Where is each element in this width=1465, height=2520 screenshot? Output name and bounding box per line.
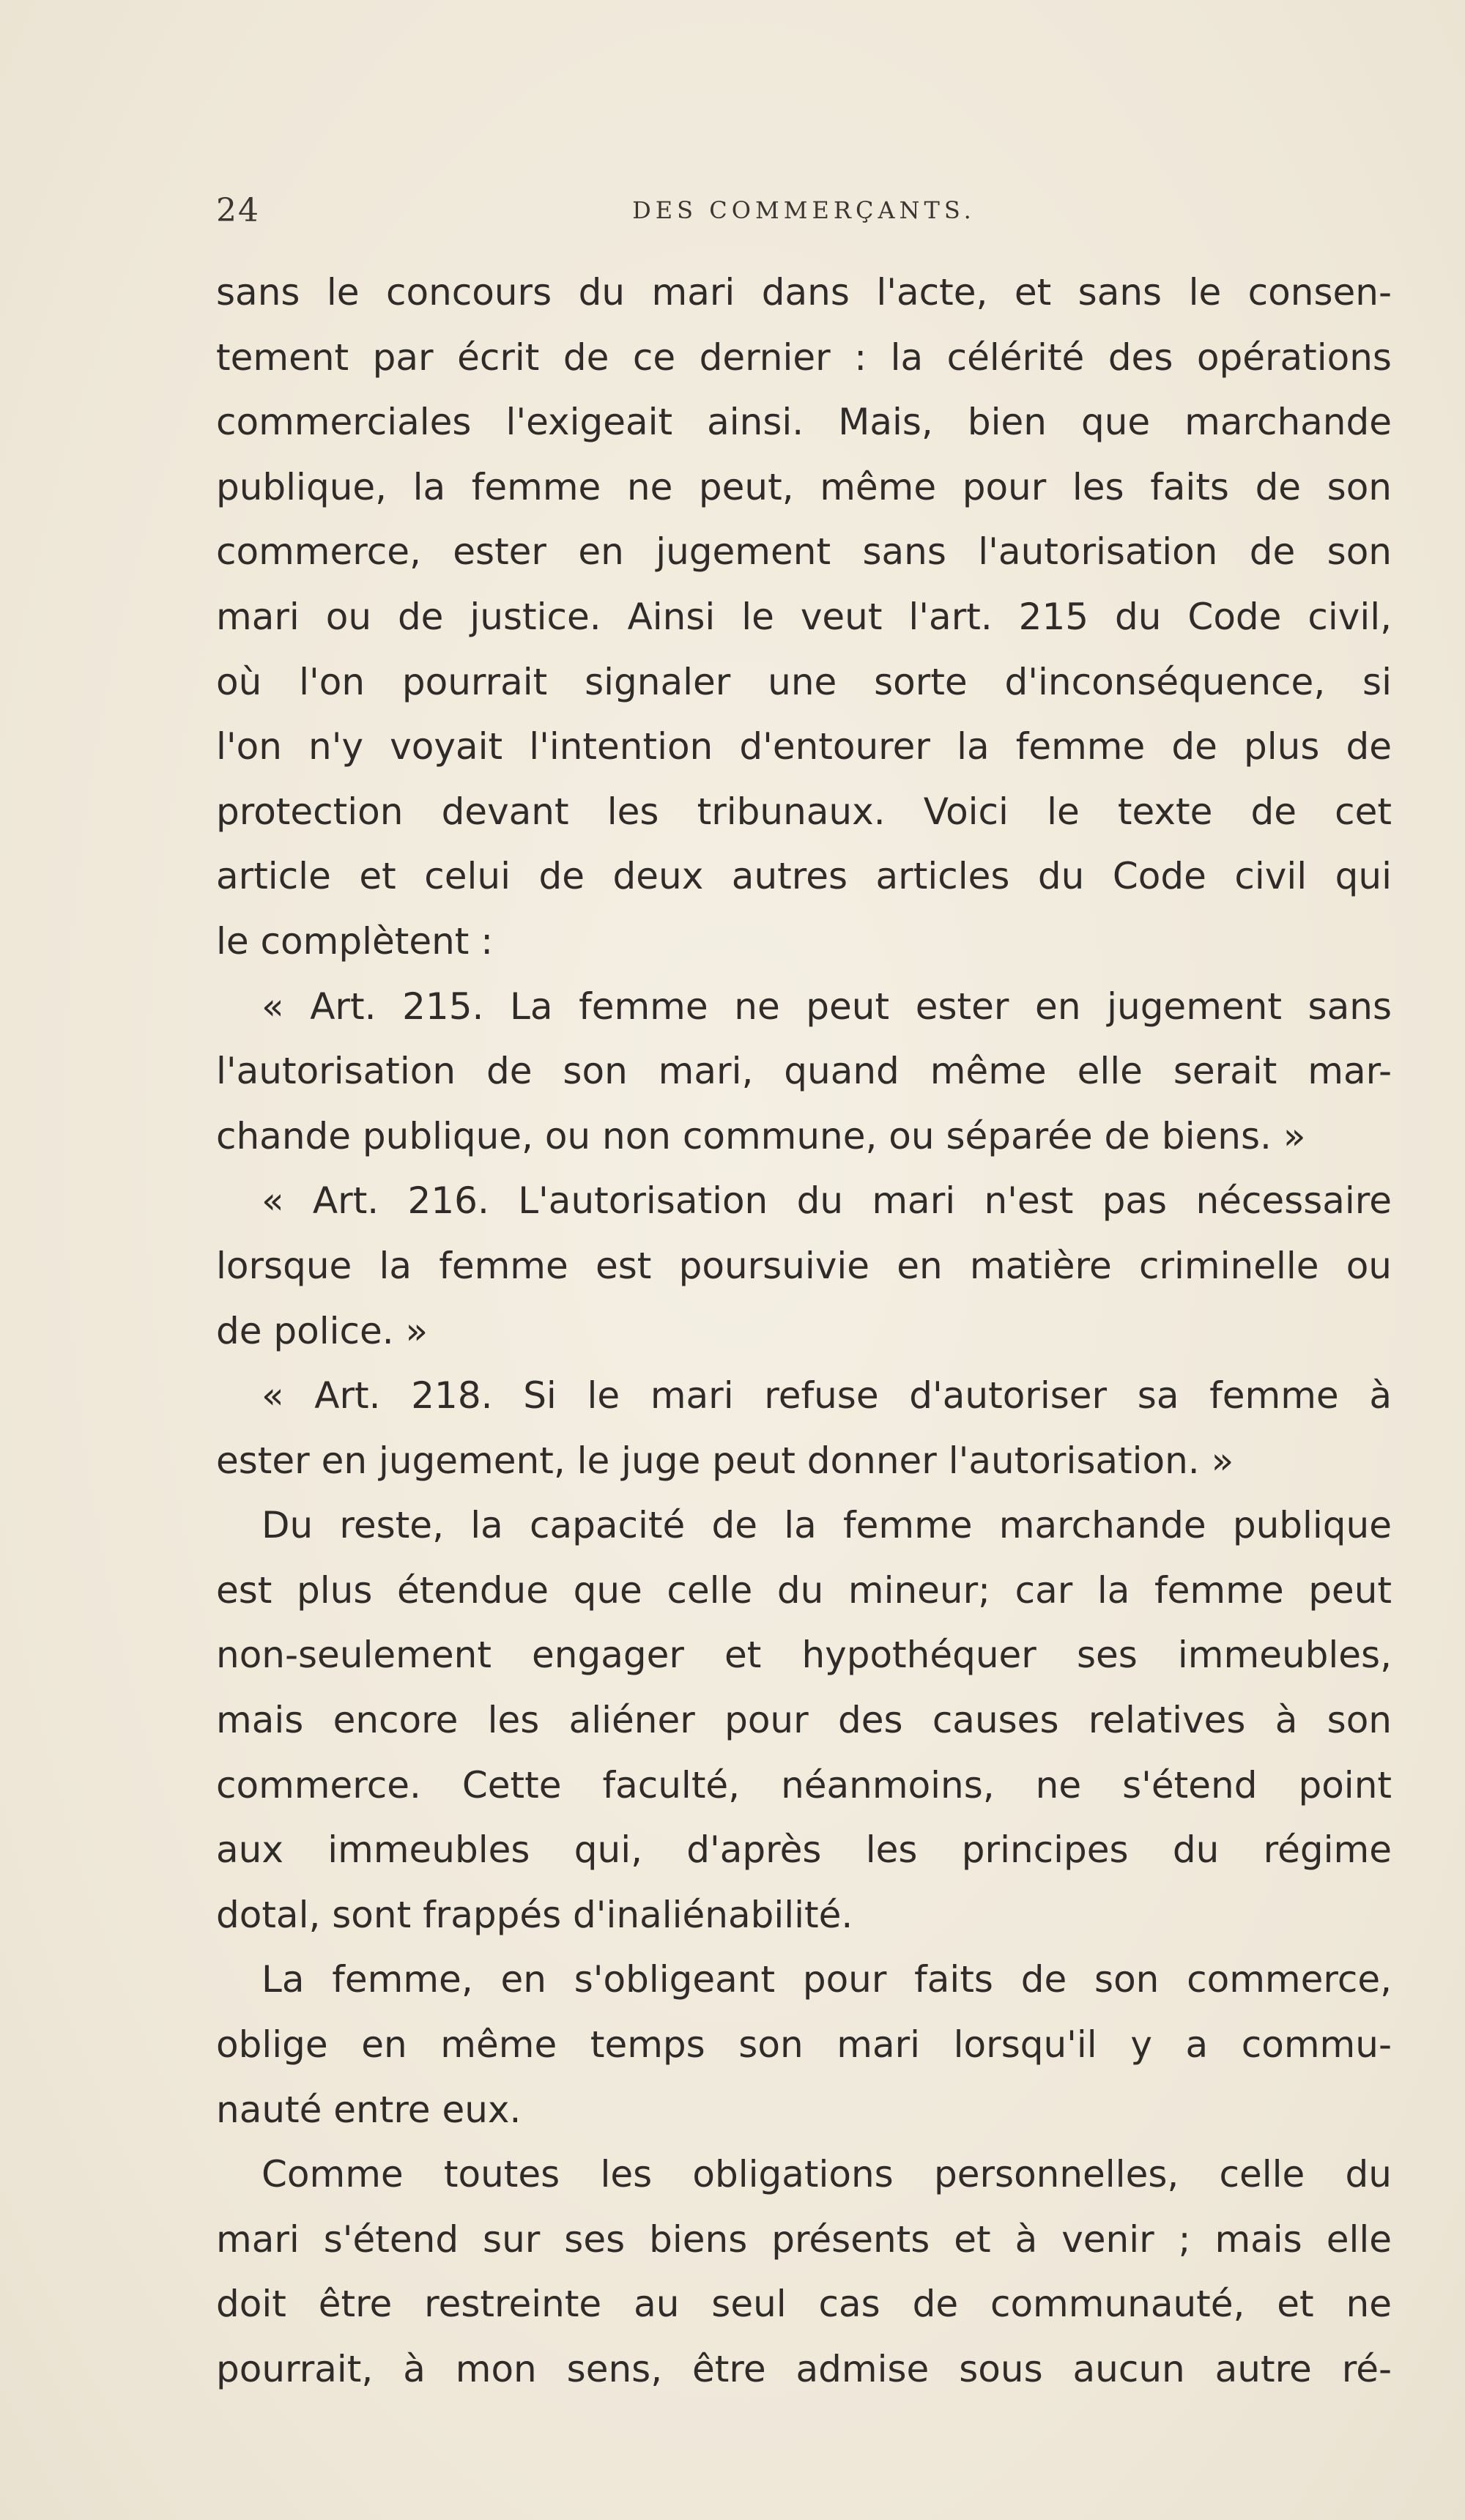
text-line: commerce, ester en jugement sans l'autorisation de son [216, 530, 1392, 574]
text-line: « Art. 218. Si le mari refuse d'autoriser sa femme à [262, 1374, 1392, 1418]
text-line: tement par écrit de ce dernier : la célérité des opérations [216, 336, 1392, 379]
text-line: mari s'étend sur ses biens présents et à venir ; mais elle [216, 2217, 1392, 2261]
text-line: le complètent : [216, 919, 494, 963]
text-line: pourrait, à mon sens, être admise sous aucun autre ré- [216, 2348, 1392, 2390]
text-line: nauté entre eux. [216, 2088, 522, 2131]
text-line: lorsque la femme est poursuivie en matière criminelle ou [216, 1244, 1392, 1287]
text-line: article et celui de deux autres articles du Code civil qui [216, 855, 1392, 898]
running-head [216, 192, 1392, 236]
text-line: mari ou de justice. Ainsi le veut l'art. 215 du Code civil, [216, 595, 1392, 638]
text-line: mais encore les aliéner pour des causes relatives à son [216, 1699, 1392, 1742]
text-line: protection devant les tribunaux. Voici le texte de cet [216, 790, 1392, 833]
text-line: La femme, en s'obligeant pour faits de son commerce, [262, 1958, 1392, 2001]
text-line: commerciales l'exigeait ainsi. Mais, bien que marchande [216, 401, 1392, 444]
text-line: Comme toutes les obligations personnelles, celle du [262, 2153, 1392, 2196]
text-line: est plus étendue que celle du mineur; car la femme peut [216, 1568, 1392, 1612]
text-line: où l'on pourrait signaler une sorte d'inconséquence, si [216, 660, 1392, 703]
text-line: « Art. 216. L'autorisation du mari n'est pas nécessaire [262, 1179, 1392, 1223]
text-line: « Art. 215. La femme ne peut ester en jugement sans [262, 985, 1392, 1028]
text-line: dotal, sont frappés d'inaliénabilité. [216, 1893, 853, 1936]
text-line: Du reste, la capacité de la femme marchande publique [262, 1504, 1392, 1547]
text-line: non-seulement engager et hypothéquer ses immeubles, [216, 1634, 1392, 1677]
running-title: DES COMMERÇANTS. [632, 196, 976, 224]
text-line: publique, la femme ne peut, même pour les faits de son [216, 465, 1392, 508]
text-line: chande publique, ou non commune, ou séparée de biens. » [216, 1114, 1306, 1157]
text-line: sans le concours du mari dans l'acte, et sans le consen- [216, 271, 1392, 314]
text-line: ester en jugement, le juge peut donner l'autorisation. » [216, 1439, 1234, 1482]
text-line: l'on n'y voyait l'intention d'entourer la femme de plus de [216, 725, 1392, 768]
text-line: de police. » [216, 1309, 429, 1352]
page-number: 24 [216, 192, 260, 229]
text-line: l'autorisation de son mari, quand même elle serait mar- [216, 1050, 1392, 1093]
text-line: oblige en même temps son mari lorsqu'il y a commu- [216, 2023, 1392, 2067]
text-line: commerce. Cette faculté, néanmoins, ne s'étend point [216, 1763, 1392, 1806]
body-text [216, 260, 1392, 2402]
text-line: aux immeubles qui, d'après les principes du régime [216, 1828, 1392, 1872]
text-line: doit être restreinte au seul cas de communauté, et ne [216, 2283, 1392, 2326]
